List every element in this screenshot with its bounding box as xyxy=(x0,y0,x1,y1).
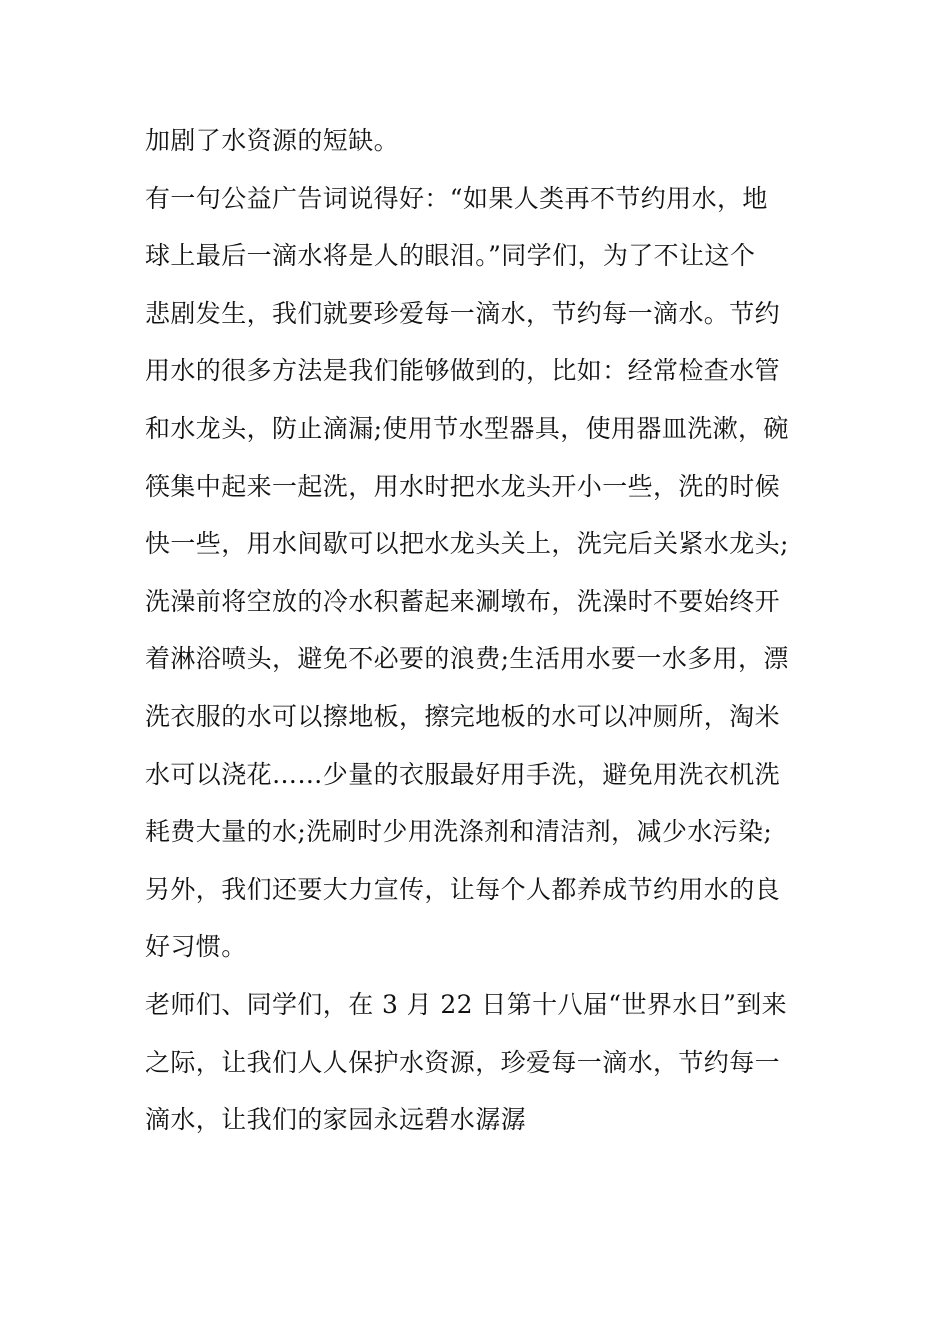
text-line: 快一些，用水间歇可以把水龙头关上，洗完后关紧水龙头; xyxy=(145,529,789,559)
text-line: 之际，让我们人人保护水资源，珍爱每一滴水，节约每一 xyxy=(145,1047,781,1077)
text-line: 洗衣服的水可以擦地板，擦完地板的水可以冲厕所，淘米 xyxy=(145,701,781,731)
text-line: 和水龙头，防止滴漏;使用节水型器具，使用器皿洗漱，碗 xyxy=(145,413,789,443)
text-line: 球上最后一滴水将是人的眼泪。”同学们，为了不让这个 xyxy=(145,241,756,271)
text-line: 水可以浇花……少量的衣服最好用手洗，避免用洗衣机洗 xyxy=(145,759,781,789)
text-line: 老师们、同学们，在 3 月 22 日第十八届“世界水日”到来 xyxy=(145,989,788,1019)
body-text xyxy=(145,112,810,1149)
text-line: 加剧了水资源的短缺。 xyxy=(145,126,400,155)
text-line: 洗澡前将空放的冷水积蓄起来涮墩布，洗澡时不要始终开 xyxy=(145,586,781,616)
text-line: 悲剧发生，我们就要珍爱每一滴水，节约每一滴水。节约 xyxy=(145,298,781,328)
text-line: 另外，我们还要大力宣传，让每个人都养成节约用水的良 xyxy=(145,874,781,904)
text-line: 有一句公益广告词说得好：“如果人类再不节约用水，地 xyxy=(145,183,768,213)
text-line: 耗费大量的水;洗刷时少用洗涤剂和清洁剂，减少水污染; xyxy=(145,817,773,847)
text-line: 筷集中起来一起洗，用水时把水龙头开小一些，洗的时候 xyxy=(145,471,781,501)
text-line: 着淋浴喷头，避免不必要的浪费;生活用水要一水多用，漂 xyxy=(145,644,789,674)
text-line: 用水的很多方法是我们能够做到的，比如：经常检查水管 xyxy=(145,356,781,386)
text-line: 滴水，让我们的家园永远碧水潺潺 xyxy=(145,1105,527,1135)
text-line: 好习惯。 xyxy=(145,932,247,962)
